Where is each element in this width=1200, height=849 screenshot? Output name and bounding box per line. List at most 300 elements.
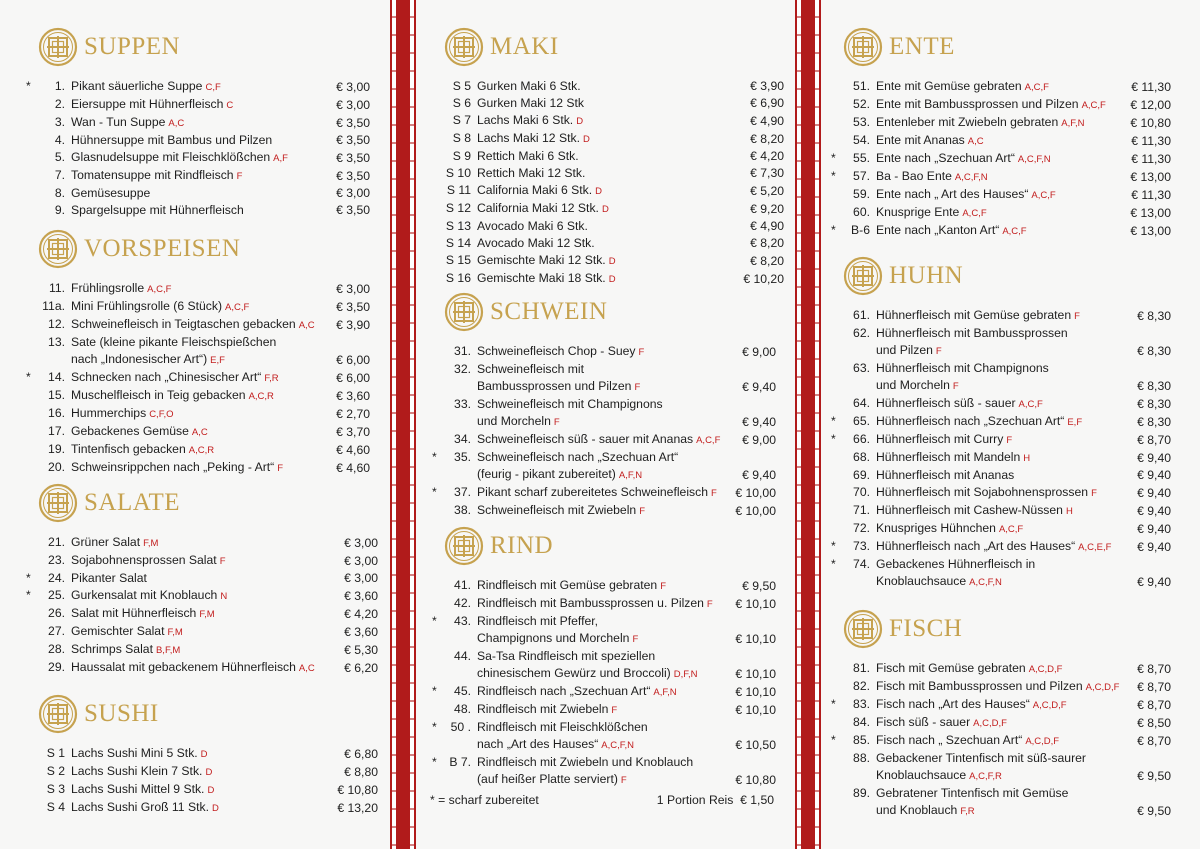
item-description xyxy=(71,405,332,423)
item-name: Hühnerfleisch nach „Szechuan Art“ xyxy=(876,414,1065,428)
item-name: Entenleber mit Zwiebeln gebraten xyxy=(876,115,1059,129)
item-number-wrap xyxy=(432,218,477,235)
item-name: Fisch mit Gemüse gebraten xyxy=(876,661,1026,675)
allergen-codes: N xyxy=(220,591,228,602)
item-name: Ente mit Bambussprossen und Pilzen xyxy=(876,97,1079,111)
menu-item xyxy=(843,660,1171,678)
gold-emblem-icon xyxy=(38,27,78,67)
item-description xyxy=(477,78,746,95)
section-ente xyxy=(831,24,1171,240)
item-price: € 8,20 xyxy=(750,132,784,146)
item-name: Ente mit Ananas xyxy=(876,133,965,147)
spicy-marker xyxy=(831,204,839,221)
item-name-line xyxy=(71,623,340,641)
item-description xyxy=(477,431,738,449)
item-name: nach „Indonesischer Art“) xyxy=(71,352,208,366)
menu-item xyxy=(38,316,370,334)
menu-item-list xyxy=(26,534,378,677)
item-number: 2. xyxy=(54,97,65,111)
item-name: Schrimps Salat xyxy=(71,642,153,656)
item-name-line xyxy=(477,502,731,520)
item-name-line xyxy=(477,130,746,148)
item-description xyxy=(71,745,340,763)
item-price: € 10,80 xyxy=(735,773,776,787)
item-number-wrap xyxy=(831,96,876,113)
item-name: Hühnerfleisch mit Ananas xyxy=(876,468,1015,482)
menu-item-list xyxy=(26,280,370,477)
item-number: 60. xyxy=(853,205,870,219)
item-number: S 11 xyxy=(446,183,471,197)
item-number-wrap xyxy=(831,449,876,466)
item-price: € 3,50 xyxy=(336,116,370,130)
item-number-wrap xyxy=(26,96,71,113)
menu-item-list xyxy=(38,745,378,817)
item-number-wrap xyxy=(26,781,71,798)
item-description xyxy=(71,387,332,405)
item-number: 41. xyxy=(454,578,471,592)
item-name-line xyxy=(876,325,1133,342)
item-number: 13. xyxy=(48,335,65,349)
item-number-wrap xyxy=(831,413,876,430)
item-price: € 3,00 xyxy=(344,554,378,568)
item-description xyxy=(71,202,332,219)
item-price: € 4,90 xyxy=(750,219,784,233)
item-number-wrap xyxy=(432,754,477,771)
item-name: Muschelfleisch in Teig gebacken xyxy=(71,388,246,402)
item-number-wrap xyxy=(831,714,876,731)
item-description xyxy=(477,502,731,520)
item-name: Schnecken nach „Chinesischer Art“ xyxy=(71,370,262,384)
allergen-codes: A,C xyxy=(967,136,984,147)
item-number: 72. xyxy=(853,521,870,535)
item-name: Hühnersuppe mit Bambus und Pilzen xyxy=(71,133,273,147)
item-name-line xyxy=(876,802,1133,820)
item-name: Schweinefleisch Chop - Suey xyxy=(477,344,636,358)
allergen-codes: D xyxy=(200,749,208,760)
item-number: S 14 xyxy=(445,236,471,250)
item-name-line xyxy=(876,520,1133,538)
spicy-marker xyxy=(831,785,839,802)
item-description xyxy=(71,587,340,605)
item-name: Gurkensalat mit Knoblauch xyxy=(71,588,218,602)
item-name-line xyxy=(477,754,731,771)
item-price: € 3,50 xyxy=(336,300,370,314)
item-name: Rindfleisch mit Fleischklößchen xyxy=(477,720,648,734)
item-number: 88. xyxy=(853,751,870,765)
item-description xyxy=(477,577,738,595)
item-description xyxy=(876,222,1126,240)
item-name: nach „Art des Hauses“ xyxy=(477,737,599,751)
item-name: (auf heißer Platte serviert) xyxy=(477,772,618,786)
spicy-marker xyxy=(831,360,839,377)
item-price: € 3,50 xyxy=(336,133,370,147)
item-name: Fisch nach „ Szechuan Art“ xyxy=(876,733,1023,747)
item-number: 1. xyxy=(54,79,65,93)
item-name: Hühnerfleisch mit Champignons xyxy=(876,361,1049,375)
item-name-line xyxy=(876,502,1133,520)
item-price: € 9,40 xyxy=(742,415,776,429)
spicy-marker xyxy=(831,502,839,519)
allergen-codes: B,F,M xyxy=(155,645,181,656)
menu-item xyxy=(831,732,1171,750)
item-number-wrap xyxy=(432,112,477,129)
item-number: 45. xyxy=(454,684,471,698)
menu-item xyxy=(432,449,776,484)
item-name-line xyxy=(71,185,332,202)
item-name-line xyxy=(876,767,1133,785)
item-name: und Morcheln xyxy=(876,378,950,392)
item-number-wrap xyxy=(831,484,876,501)
menu-column-2 xyxy=(416,0,794,849)
item-number: 84. xyxy=(853,715,870,729)
allergen-codes: F xyxy=(1074,311,1080,322)
item-description xyxy=(477,95,746,112)
greek-key-border-right xyxy=(795,0,821,849)
allergen-codes: D xyxy=(205,767,213,778)
item-name: Gurken Maki 6 Stk. xyxy=(477,79,581,93)
item-number-wrap xyxy=(831,204,876,221)
menu-item xyxy=(38,280,370,298)
item-name-line xyxy=(477,396,738,413)
item-number: 89. xyxy=(853,786,870,800)
item-number-wrap xyxy=(26,185,71,202)
allergen-codes: F xyxy=(277,463,284,474)
section-huhn xyxy=(831,253,1171,591)
item-name: Eiersuppe mit Hühnerfleisch xyxy=(71,97,224,111)
menu-item xyxy=(38,781,378,799)
menu-item xyxy=(38,534,378,552)
spicy-marker xyxy=(831,520,839,537)
item-number: 21. xyxy=(48,535,65,549)
item-name: Lachs Maki 6 Stk. xyxy=(477,113,574,127)
item-number: 23. xyxy=(48,553,65,567)
item-name-line xyxy=(477,577,738,595)
section-title: SUPPEN xyxy=(84,33,181,60)
item-price: € 6,80 xyxy=(344,747,378,761)
item-price: € 3,00 xyxy=(336,98,370,112)
menu-item xyxy=(843,186,1171,204)
item-name-line xyxy=(477,466,738,484)
item-price: € 9,50 xyxy=(1137,769,1171,783)
item-price: € 13,00 xyxy=(1130,170,1171,184)
item-name: Rindfleisch nach „Szechuan Art“ xyxy=(477,684,651,698)
item-number: 14. xyxy=(48,370,65,384)
item-price: € 8,30 xyxy=(1137,415,1171,429)
item-description xyxy=(477,270,739,288)
item-price: € 4,20 xyxy=(344,607,378,621)
item-name: Gemischte Maki 12 Stk. xyxy=(477,253,606,267)
item-name: Sa-Tsa Rindfleisch mit speziellen xyxy=(477,649,656,663)
item-name-line xyxy=(477,413,738,431)
item-number-wrap xyxy=(26,280,71,297)
item-description xyxy=(477,200,746,218)
item-price: € 9,00 xyxy=(742,345,776,359)
item-price: € 8,30 xyxy=(1137,309,1171,323)
menu-item xyxy=(843,678,1171,696)
spicy-marker xyxy=(831,307,839,324)
item-number: S 5 xyxy=(452,79,471,93)
item-number-wrap xyxy=(831,696,876,713)
item-description xyxy=(876,325,1133,360)
menu-item xyxy=(38,96,370,114)
item-name-line xyxy=(71,423,332,441)
menu-item xyxy=(444,595,776,613)
menu-item xyxy=(38,745,378,763)
item-number: S 13 xyxy=(445,219,471,233)
spicy-marker xyxy=(432,701,440,718)
item-name-line xyxy=(876,431,1133,449)
item-name-line xyxy=(477,200,746,218)
allergen-codes: F xyxy=(1006,435,1013,446)
menu-item xyxy=(444,165,784,182)
item-number: S 10 xyxy=(445,166,471,180)
allergen-codes: F xyxy=(611,705,618,716)
item-price: € 11,30 xyxy=(1131,80,1171,94)
menu-item xyxy=(831,556,1171,591)
item-number-wrap xyxy=(831,222,876,239)
item-name: Knoblauchsauce xyxy=(876,768,967,782)
menu-item xyxy=(38,799,378,817)
item-description xyxy=(876,785,1133,820)
item-description xyxy=(876,556,1133,591)
item-price: € 8,70 xyxy=(1137,680,1171,694)
menu-item xyxy=(843,785,1171,820)
item-number-wrap xyxy=(432,182,477,199)
rice-note xyxy=(657,793,774,807)
item-number-wrap xyxy=(432,270,477,287)
menu-item xyxy=(843,750,1171,785)
section-header xyxy=(38,691,378,737)
allergen-codes: A,F,N xyxy=(1061,118,1085,129)
item-name-line xyxy=(71,369,332,387)
item-price: € 9,40 xyxy=(1137,468,1171,482)
item-number-wrap xyxy=(432,95,477,112)
item-description xyxy=(876,413,1133,431)
item-name: Gemischte Maki 18 Stk. xyxy=(477,271,606,285)
allergen-codes: A,C,F xyxy=(147,284,172,295)
spicy-marker: * xyxy=(432,755,437,769)
item-description xyxy=(477,648,731,683)
item-number-wrap xyxy=(26,605,71,622)
item-number: 73. xyxy=(853,539,870,553)
menu-item xyxy=(843,96,1171,114)
item-price: € 5,30 xyxy=(344,643,378,657)
item-price: € 3,90 xyxy=(750,79,784,93)
allergen-codes: A,C,F xyxy=(1002,226,1027,237)
spicy-marker xyxy=(26,185,34,202)
item-name: Hummerchips xyxy=(71,406,147,420)
item-number-wrap xyxy=(26,78,71,95)
item-name: Mini Frühlingsrolle (6 Stück) xyxy=(71,299,223,313)
spicy-marker xyxy=(432,502,440,519)
item-description xyxy=(876,395,1133,413)
allergen-codes: A,C,D,F xyxy=(1085,682,1120,693)
item-name-line xyxy=(876,307,1133,325)
item-name: Rindfleisch mit Gemüse gebraten xyxy=(477,578,658,592)
menu-item xyxy=(444,218,784,235)
item-name: und Pilzen xyxy=(876,343,933,357)
allergen-codes: E,F xyxy=(210,355,225,366)
item-name: Rindfleisch mit Zwiebeln xyxy=(477,702,609,716)
item-name-line xyxy=(71,387,332,405)
item-name: Fisch nach „Art des Hauses“ xyxy=(876,697,1030,711)
section-title: SCHWEIN xyxy=(490,298,608,325)
menu-item xyxy=(843,502,1171,520)
item-description xyxy=(477,165,746,182)
item-number-wrap xyxy=(432,431,477,448)
item-number: 5. xyxy=(54,150,65,164)
menu-item xyxy=(444,577,776,595)
spicy-marker xyxy=(831,750,839,767)
item-number-wrap xyxy=(831,502,876,519)
item-name: Rindfleisch mit Pfeffer, xyxy=(477,614,599,628)
item-price: € 13,00 xyxy=(1130,206,1171,220)
item-name-line xyxy=(71,441,332,459)
item-description xyxy=(876,114,1126,132)
item-name: Schweinefleisch mit Zwiebeln xyxy=(477,503,637,517)
item-price: € 8,20 xyxy=(750,236,784,250)
item-number: 71. xyxy=(853,503,870,517)
allergen-codes: D xyxy=(608,274,616,285)
allergen-codes: F xyxy=(219,556,226,567)
allergen-codes: A,C,F,N xyxy=(954,172,988,183)
item-description xyxy=(477,218,746,235)
item-price: € 13,20 xyxy=(337,801,378,815)
menu-item xyxy=(444,148,784,165)
spicy-marker xyxy=(432,130,440,147)
item-number-wrap xyxy=(831,556,876,573)
item-name: Wan - Tun Suppe xyxy=(71,115,166,129)
item-price: € 10,80 xyxy=(1130,116,1171,130)
item-description xyxy=(71,534,340,552)
item-number: 37. xyxy=(454,485,471,499)
item-number: 55. xyxy=(853,151,870,165)
item-name-line xyxy=(876,413,1133,431)
item-number-wrap xyxy=(831,678,876,695)
item-description xyxy=(477,112,746,130)
spicy-marker xyxy=(432,361,440,378)
item-number: 51. xyxy=(853,79,870,93)
menu-item xyxy=(843,467,1171,484)
item-number-wrap xyxy=(432,200,477,217)
menu-item xyxy=(444,361,776,396)
item-name: Hühnerfleisch mit Bambussprossen xyxy=(876,326,1068,340)
item-name: und Knoblauch xyxy=(876,803,958,817)
item-name-line xyxy=(477,613,731,630)
item-number-wrap xyxy=(26,387,71,404)
spicy-marker xyxy=(831,132,839,149)
menu-item xyxy=(444,252,784,270)
item-description xyxy=(71,623,340,641)
item-number: 3. xyxy=(54,115,65,129)
spicy-marker xyxy=(26,405,34,422)
allergen-codes: F,M xyxy=(167,627,183,638)
spicy-marker xyxy=(26,149,34,166)
item-name-line xyxy=(876,556,1133,573)
spicy-marker xyxy=(432,396,440,413)
item-price: € 8,80 xyxy=(344,765,378,779)
allergen-codes: F xyxy=(632,634,639,645)
section-header xyxy=(843,253,1171,299)
item-number: 62. xyxy=(853,326,870,340)
item-name-line xyxy=(876,78,1127,96)
item-number: 63. xyxy=(853,361,870,375)
menu-item xyxy=(38,405,370,423)
allergen-codes: F xyxy=(639,506,645,517)
allergen-codes: A,C,F xyxy=(1018,399,1043,410)
item-name: (feurig - pikant zubereitet) xyxy=(477,467,616,481)
spicy-marker xyxy=(432,182,440,199)
item-name-line xyxy=(876,732,1133,750)
item-name-line xyxy=(477,95,746,112)
item-price: € 9,40 xyxy=(1137,540,1171,554)
spicy-marker: * xyxy=(831,733,836,747)
item-number: 66. xyxy=(853,432,870,446)
item-number: 34. xyxy=(454,432,471,446)
item-number-wrap xyxy=(831,395,876,412)
spicy-marker xyxy=(26,298,34,315)
item-name: Ba - Bao Ente xyxy=(876,169,952,183)
item-name-line xyxy=(71,334,332,351)
item-description xyxy=(876,78,1127,96)
item-number: 50 . xyxy=(450,720,471,734)
item-number: 69. xyxy=(853,468,870,482)
menu-item xyxy=(432,613,776,648)
item-price: € 9,50 xyxy=(1137,804,1171,818)
item-name: Hühnerfleisch mit Sojabohnensprossen xyxy=(876,485,1089,499)
item-price: € 8,70 xyxy=(1137,734,1171,748)
item-name: Lachs Sushi Mini 5 Stk. xyxy=(71,746,198,760)
allergen-codes: A,C,D,F xyxy=(1028,664,1063,675)
spicy-marker: * xyxy=(26,571,31,585)
allergen-codes: A,C,F,N xyxy=(1017,154,1051,165)
item-number-wrap xyxy=(831,538,876,555)
section-header xyxy=(843,606,1171,652)
allergen-codes: A,C,F xyxy=(962,208,987,219)
allergen-codes: A,C,R xyxy=(248,391,274,402)
allergen-codes: F xyxy=(706,599,713,610)
item-name-line xyxy=(876,573,1133,591)
item-name-line xyxy=(71,763,340,781)
item-number: 25. xyxy=(48,588,65,602)
section-header xyxy=(38,480,378,526)
allergen-codes: A,F,N xyxy=(653,687,677,698)
menu-item xyxy=(444,431,776,449)
item-description xyxy=(71,605,340,623)
item-description xyxy=(71,334,332,369)
spicy-marker: * xyxy=(831,151,836,165)
spicy-marker xyxy=(831,678,839,695)
allergen-codes: A,C,D,F xyxy=(1025,736,1060,747)
item-number-wrap xyxy=(26,369,71,386)
allergen-codes: D xyxy=(601,204,609,215)
section-header xyxy=(444,523,776,569)
menu-item xyxy=(38,167,370,185)
item-name-line xyxy=(876,484,1133,502)
item-price: € 12,00 xyxy=(1130,98,1171,112)
allergen-codes: H xyxy=(1065,506,1073,517)
item-number-wrap xyxy=(26,799,71,816)
item-name-line xyxy=(477,484,731,502)
item-name: Pikant scharf zubereitetes Schweinefleisch xyxy=(477,485,709,499)
item-number-wrap xyxy=(432,148,477,165)
item-description xyxy=(71,659,340,677)
item-number-wrap xyxy=(26,641,71,658)
item-description xyxy=(71,570,340,587)
spicy-marker xyxy=(26,763,34,780)
item-number-wrap xyxy=(432,484,477,501)
item-number-wrap xyxy=(26,202,71,219)
